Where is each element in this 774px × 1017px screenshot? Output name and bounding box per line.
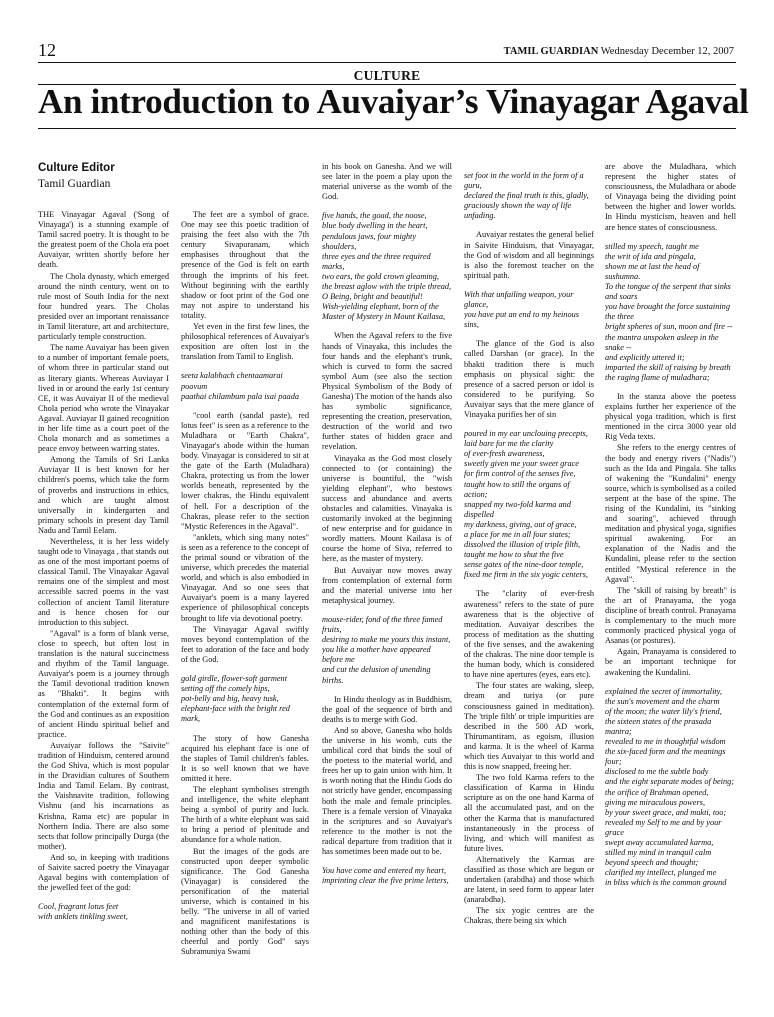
article-paragraph: Vinayaka as the God most closely connected to (or containing) the universe is bountiful, the "wish yielding elephant", who bestows success and abundance and averts obstacles and calamities. Vinayaka is customarily invoked at the beginning of new enterprise and for guidance in wordly matters. Mount Kailasa is of course the home of Siva, referred to here, as the master of mystery. [322,453,452,564]
article-paragraph: In Hindu theology as in Buddhism, the goal of the sequence of birth and deaths is to merge with God. [322,694,452,724]
article-paragraph: Among the Tamils of Sri Lanka Auviayar II is best known for her children's poems, which take the form of proverbs and instructions in ethics, and which are taught almost universally in kindergarten and primary schools in present day Tamil Nadu and Tamil Eelam. [38,455,169,535]
article-column-2 [181,210,309,1010]
verse-excerpt: Cool, fragrant lotus feet with anklets tinkling sweet, [38,902,128,922]
headline: An introduction to Auvaiyar’s Vinayagar Agaval [38,82,749,121]
article-paragraph: The story of how Ganesha acquired his elephant face is one of the staples of Tamil children's fables. It is so well known that we have omitted it here. [181,733,309,783]
article-paragraph: "Agaval" is a form of blank verse, close to speech, but often lost in translation is the natural succinctness and rhythm of the Tamil language. Auvaiyar's poem is a journey through the Tamil devotional tradition known as "Bhakti". It begins with contemplation of the external form of the God and continues as an exposition of ancient Hindu spiritual belief and practice. [38,628,169,739]
article-paragraph: The six yogic centres are the Chakras, there being six which [464,906,594,926]
article-paragraph: But the images of the gods are constructed upon deeper symbolic significance. The God Ganesha (Vinayagar) is considered the personification of the material universe, which is contained in his belly. "The universe in all of varied and magnificent manifestations is nothing other than the body of this cheerful and portly God" says Subramuniya Swami [181,846,309,957]
verse-excerpt: gold girdle, flower-soft garment setting off the comely hips, pot-belly and big, heavy tusk, elephant-face with the bright red mark, [181,674,290,724]
header-rule [38,62,736,63]
byline-publication: Tamil Guardian [38,178,111,191]
verse-excerpt: set foot in the world in the form of a guru, declared the final truth is this, gladly, graciously shown the way of life unfading. [464,171,589,221]
verse-excerpt: explained the secret of immortality, the sun's movement and the charm of the moon; the water lily's friend, the sixteen states of the prasada mantra; revealed to me in thoughtful wisdom the six-faced form and the meanings four; disclosed to me the subtle body and the eight separate modes of being; the orifice of Brahman opened, giving me miraculous powers, by your sweet grace, and mukti, too; revealed my Self to me and by your grace swept away accumulated karma, stilled my mind in tranquil calm beyond speech and thought; clarified my intellect, plunged me in bliss which is the common ground [605,686,735,888]
verse-excerpt: With that unfailing weapon, your glance, you have put an end to my heinous sins, [464,289,579,330]
section-label: CULTURE [353,68,421,83]
verse-excerpt: poured in my ear unclouing precepts, laid bare for me the clarity of ever-fresh awareness, sweetly given me your sweet grace for firm control of the senses five, taught how to still the organs of action; snapped my two-fold karma and dispelled my darkness, giving, out of grace, a place for me in all four states; dissolved the illusion of triple filth, taught me how to shut the five sense gates of the nine-door temple, fixed me firm in the six yogic centers, [464,429,588,580]
article-paragraph: Yet even in the first few lines, the philosophical references of Auvaiyar's exposition are often lost in the translation from Tamil to English. [181,322,309,362]
article-paragraph: When the Agaval refers to the five hands of Vinayaka, this includes the four hands and the elephant's trunk, which is curved to form the sacred symbol Aum (see also the section Physical Symbolism of the Body of Ganesha) The motion of the hands also has symbolic significance, representing the creation, preservation, destruction of the world and two further states of hidden grace and revelation. [322,331,452,452]
article-paragraph: And so, in keeping with traditions of Saivite sacred poetry the Vinayagar Agaval begins with contemplation of the jewelled feet of the god: [38,852,169,893]
article-paragraph: The glance of the God is also called Darshan (or grace). In the bhakti tradition there is much emphasis on physical sight: the presence of a sacred person or idol is considered to be purifying. So Auvaiyar says that the mere glance of Vinayaka purifies her of sin [464,339,594,419]
article-paragraph: The "skill of raising by breath" is the art of Pranayama, the yoga discipline of breath control. Pranayama is complementary to the much more commonly practiced physical yoga of Asanas (or postures). [605,585,736,646]
article-paragraph: The "clarity of ever-fresh awareness" refers to the state of pure awareness that is the objective of meditation. Auvaiyar describes the process of meditation as the shutting of the five senses, and the awakening of the chakras. The nine door temple is the human body, which is considered to have nine apertures (eyes, ears etc). [464,589,594,680]
article-paragraph: are above the Muladhara, which represent the higher states of consciousness, the Muladhara or abode of Vinayaga being the dividing point between the higher and lower worlds. In Hindu mysticism, heaven and hell are hence states of consciousness. [605,162,736,232]
article-paragraph: But Auvaiyar now moves away from contemplation of external form and the material universe into her metaphysical journey. [322,565,452,605]
issue-date: Wednesday December 12, 2007 [598,46,734,57]
article-paragraph: Auvaiyar follows the "Saivite" tradition of Hinduism, centered around the God Shiva, which is most popular in the Dravidian cultures of Southern India and Tamil Eelam. By contrast, the Vaishnavite tradition, following Vishnu (and his incarnations as Krishna, Rama etc) are popular in Northern India. There are also some sects that follow principally Durga (the mother). [38,740,169,851]
article-paragraph: And so above, Ganesha who holds the universe in his womb, cuts the umbilical cord that binds the soul of the poetess to the material world, and frees her up to gain union with him. It is worth noting that the Hindu Gods do not strictly have gender, encompassing both the male and female principles. There is a female version of Vinayaka in the scriptures and so Auvaiyar's reference to the mother is not the radical departure from tradition that it has sometimes been made out to be. [322,725,452,856]
article-paragraph: Auvaiyar restates the general belief in Saivite Hinduism, that Vinayagar, the God of wisdom and all beginnings is also the foremost teacher on the spiritual path. [464,230,594,280]
article-column-1 [38,210,169,1010]
article-column-4 [464,162,594,1012]
paper-name: TAMIL GUARDIAN [503,46,599,57]
article-paragraph: In the stanza above the poetess explains further her experience of the physical yoga tradition, which is first mentioned in the circa 3000 year old Rig Veda texts. [605,391,736,442]
article-paragraph: The Vinayagar Agaval swiftly moves beyond contemplation of the feet to adoration of the face and body of the God. [181,624,309,664]
article-paragraph: The feet are a symbol of grace. One may see this poetic tradition of praising the feet also with the 7th century Sivapuranam, which emphasises throughout that the presence of the God is felt on earth through the imprints of his feet. Without beginning with the earthly shadow or foot print of the God one may not aspire to understand his totality. [181,210,309,320]
page-number: 12 [38,40,56,60]
article-paragraph: "cool earth (sandal paste), red lotus feet" is seen as a reference to the Muladhara or "Earth Chakra", Vinayagar's abode within the human body. Vinayagar is considered to sit at the gate of the Earth (Muladhara) Chakra, protecting us from the lower worlds beneath, represented by the lower chakras, the Hindu equivalent of hell. For a description of the Chakras, please refer to the section "Mystic References in the Agaval". [181,410,309,531]
masthead [504,46,734,57]
article-column-3 [322,162,452,1012]
verse-excerpt: five hands, the goad, the noose, blue body dwelling in the heart, pendulous jaws, four mighty shoulders, three eyes and the three required marks, two ears, the gold crown gleaming, the breast aglow with the triple thread, O Being, bright and beautiful! Wish-yielding elephant, born of the Master of Mystery in Mount Kailasa, [322,211,452,322]
article-paragraph: in his book on Ganesha. And we will see later in the poem a play upon the material universe as the womb of the God. [322,162,452,202]
article-paragraph: The name Auvaiyar has been given to a number of important female poets, of whom three in particular stand out as literary giants. Whereas Auviayar I lived in or around the early 1st century CE, it was Auvaiyar II of the medieval Chola period who wrote the Vinayakar Agaval. Auviayar II gained recognition in her life time as a court poet of the Chola monarch and as sometimes a peace envoy between warring states. [38,343,169,454]
article-paragraph: She refers to the energy centres of the body and energy rivers ("Nadis") such as the Ida and Pingala. She talks of wakening the "Kundalini" energy source, which is symbolised as a coiled serpent at the base of the spine. The rising of the Kundalini, its "sinking and soaring", achieved through meditation and physical yoga, signifies spiritual awakening. For an explanation of the Nadis and the Kundalini, please refer to the section entitled "Mystical reference in the Agaval". [605,443,736,584]
verse-excerpt: seeta kalabhach chentaamarai poovum paathai chilambum pala isai paada [181,371,299,401]
article-paragraph: The four states are waking, sleep, dream and turiya (or pure consciousness gained in meditation). The 'triple filth' or triple impurities are described in the 500 AD work, Thirumantiram, as egoism, illusion and karma. It is the wheel of Karma which ties Auvaiyar to this world and this is now snapped, freeing her. [464,681,594,772]
article-paragraph: The two fold Karma refers to the classification of Karma in Hindu scripture as on the one hand Karma of all the accumulated past, and on the other the Karma that is manufactured instantaneously in the process of living, and which will manifest as future lives. [464,773,594,853]
byline-role: Culture Editor [38,162,115,174]
article-paragraph: THE Vinayagar Agaval ('Song of Vinayaga') is a stunning example of Tamil sacred poetry. It is thought to be the greatest poem of the Chola era poet Auvaiyar, written shortly before her death. [38,210,169,270]
article-paragraph: The Chola dynasty, which emerged around the ninth century, went on to rule most of South India for the next four hundred years. The Cholas presided over an important renaissance in Tamil literature, art and architecture, particularly temple construction. [38,271,169,342]
article-column-5 [605,162,736,1012]
article-paragraph: Nevertheless, it is her less widely taught ode to Vinayaga , that stands out as one of the most important poems of classical Tamil. The Vinayakar Agaval remains one of the simplest and most accessible sacred poems in the vast collection of ancient Tamil literature and is hence chosen for our introduction to this subject. [38,537,169,627]
verse-excerpt: You have come and entered my heart, imprinting clear the five prime letters, [322,866,449,886]
article-paragraph: Alternatively the Karmas are classified as those which are begun or undertaken (arabdha) and those which are latent, in seed form to appear later (anarabdha). [464,854,594,905]
verse-excerpt: mouse-rider, fond of the three famed fruits, desiring to make me yours this instant, you like a mother have appeared before me and cut the delusion of unending births. [322,614,451,685]
article-paragraph: "anklets, which sing many notes" is seen as a reference to the concept of the primal sound or vibration of the universe, which precedes the material world, and which is also embodied in Vinayagar. And so one sees that Auvaiyar's poem is a many layered experience of philosophical concepts brought to life via devotional poetry. [181,532,309,623]
article-paragraph: The elephant symbolises strength and intelligence, the white elephant being a symbol of purity and luck. The birth of a white elephant was said to bring a period of plenitude and abundance for a whole nation. [181,784,309,845]
verse-excerpt: stilled my speech, taught me the writ of ida and pingala, shown me at last the head of sushumna. To the tongue of the serpent that sinks and soars you have brought the force sustaining the three bright spheres of sun, moon and fire -- the mantra unspoken asleep in the snake -- and explicitly uttered it; imparted the skill of raising by breath the raging flame of muladhara; [605,241,733,382]
byline [38,160,178,193]
article-paragraph: Again, Pranayama is considered to be an important technique for awakening the Kundalini. [605,647,736,677]
headline-rule [38,128,736,129]
